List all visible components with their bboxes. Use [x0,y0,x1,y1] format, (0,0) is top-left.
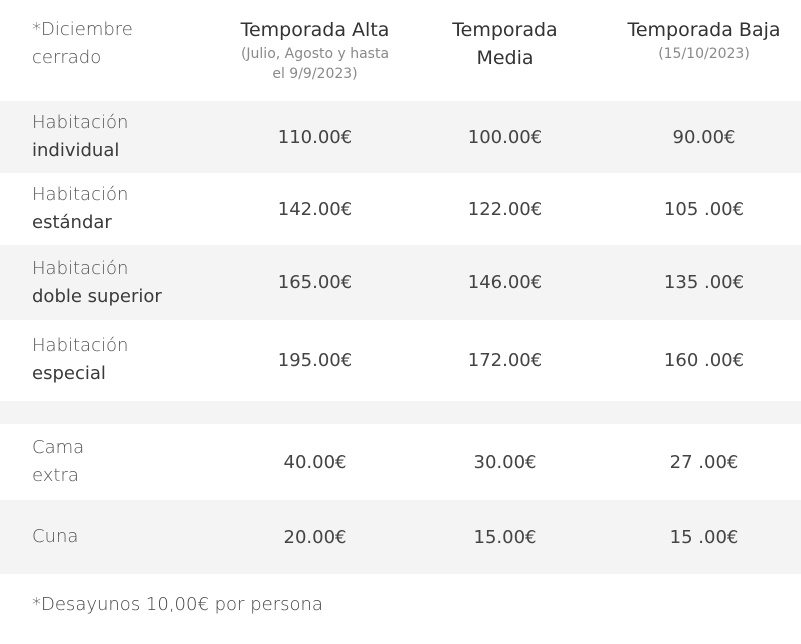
column-header-media [420,0,590,100]
price-baja [610,320,798,400]
closed-note-line2: cerrado [32,47,102,68]
table-row [0,424,801,500]
price-value: 27 .00€ [669,451,739,473]
price-baja [610,101,798,173]
table-row [0,173,801,245]
price-baja [610,424,798,500]
price-media [420,245,590,320]
row-label [32,424,222,500]
table-row [0,500,801,574]
row-label-line1: Cuna [32,526,79,547]
price-value: 195.00€ [277,349,353,371]
closed-note-line1: *Diciembre [32,19,133,40]
price-media [420,173,590,245]
column-title-baja: Temporada Baja [627,19,781,41]
price-value: 90.00€ [672,126,736,148]
price-media [420,424,590,500]
table-header [0,0,801,100]
breakfast-footnote: *Desayunos 10,00€ por persona [32,594,323,615]
price-value: 105 .00€ [663,198,745,220]
row-label-line1: Habitación [32,112,129,133]
price-value: 165.00€ [277,272,353,293]
row-label-line2: extra [32,465,79,486]
price-alta [230,424,400,500]
price-value: 135 .00€ [663,272,745,293]
price-alta [230,173,400,245]
price-value: 20.00€ [283,526,347,548]
section-divider [0,401,801,424]
row-label-line1: Habitación [32,184,129,205]
price-value: 40.00€ [283,451,347,473]
price-value: 146.00€ [467,272,543,293]
row-label [32,173,222,245]
price-media [420,500,590,574]
row-label [32,101,222,173]
row-label-line2: especial [32,363,106,384]
column-subtitle-alta: (Julio, Agosto y hasta el 9/9/2023) [240,46,390,82]
table-row [0,245,801,320]
row-label-line2: estándar [32,212,112,233]
column-subtitle-baja: (15/10/2023) [658,46,750,62]
price-value: 110.00€ [277,126,353,148]
row-label [32,245,222,320]
price-alta [230,500,400,574]
row-label [32,500,222,574]
price-baja [610,245,798,320]
price-value: 30.00€ [473,451,537,473]
price-value: 15.00€ [473,526,537,548]
price-value: 100.00€ [467,126,543,148]
column-title-alta: Temporada Alta [240,19,390,41]
row-label-line2: individual [32,140,120,161]
row-label-line1: Habitación [32,335,129,356]
price-value: 172.00€ [467,349,543,371]
price-alta [230,101,400,173]
row-label [32,320,222,400]
price-alta [230,245,400,320]
table-row [0,320,801,400]
price-baja [610,173,798,245]
price-baja [610,500,798,574]
row-label-line1: Habitación [32,257,129,279]
price-media [420,320,590,400]
closed-note [32,0,222,100]
row-label-line2: doble superior [32,285,162,307]
price-alta [230,320,400,400]
price-value: 160 .00€ [663,349,745,371]
column-header-alta [230,0,400,100]
row-label-line1: Cama [32,437,85,458]
price-media [420,101,590,173]
column-header-baja [610,0,798,100]
column-title-media-line2: Media [476,47,534,69]
price-value: 15 .00€ [669,526,739,548]
table-row [0,101,801,173]
price-value: 122.00€ [467,198,543,220]
price-value: 142.00€ [277,198,353,220]
column-title-media-line1: Temporada [452,19,558,41]
